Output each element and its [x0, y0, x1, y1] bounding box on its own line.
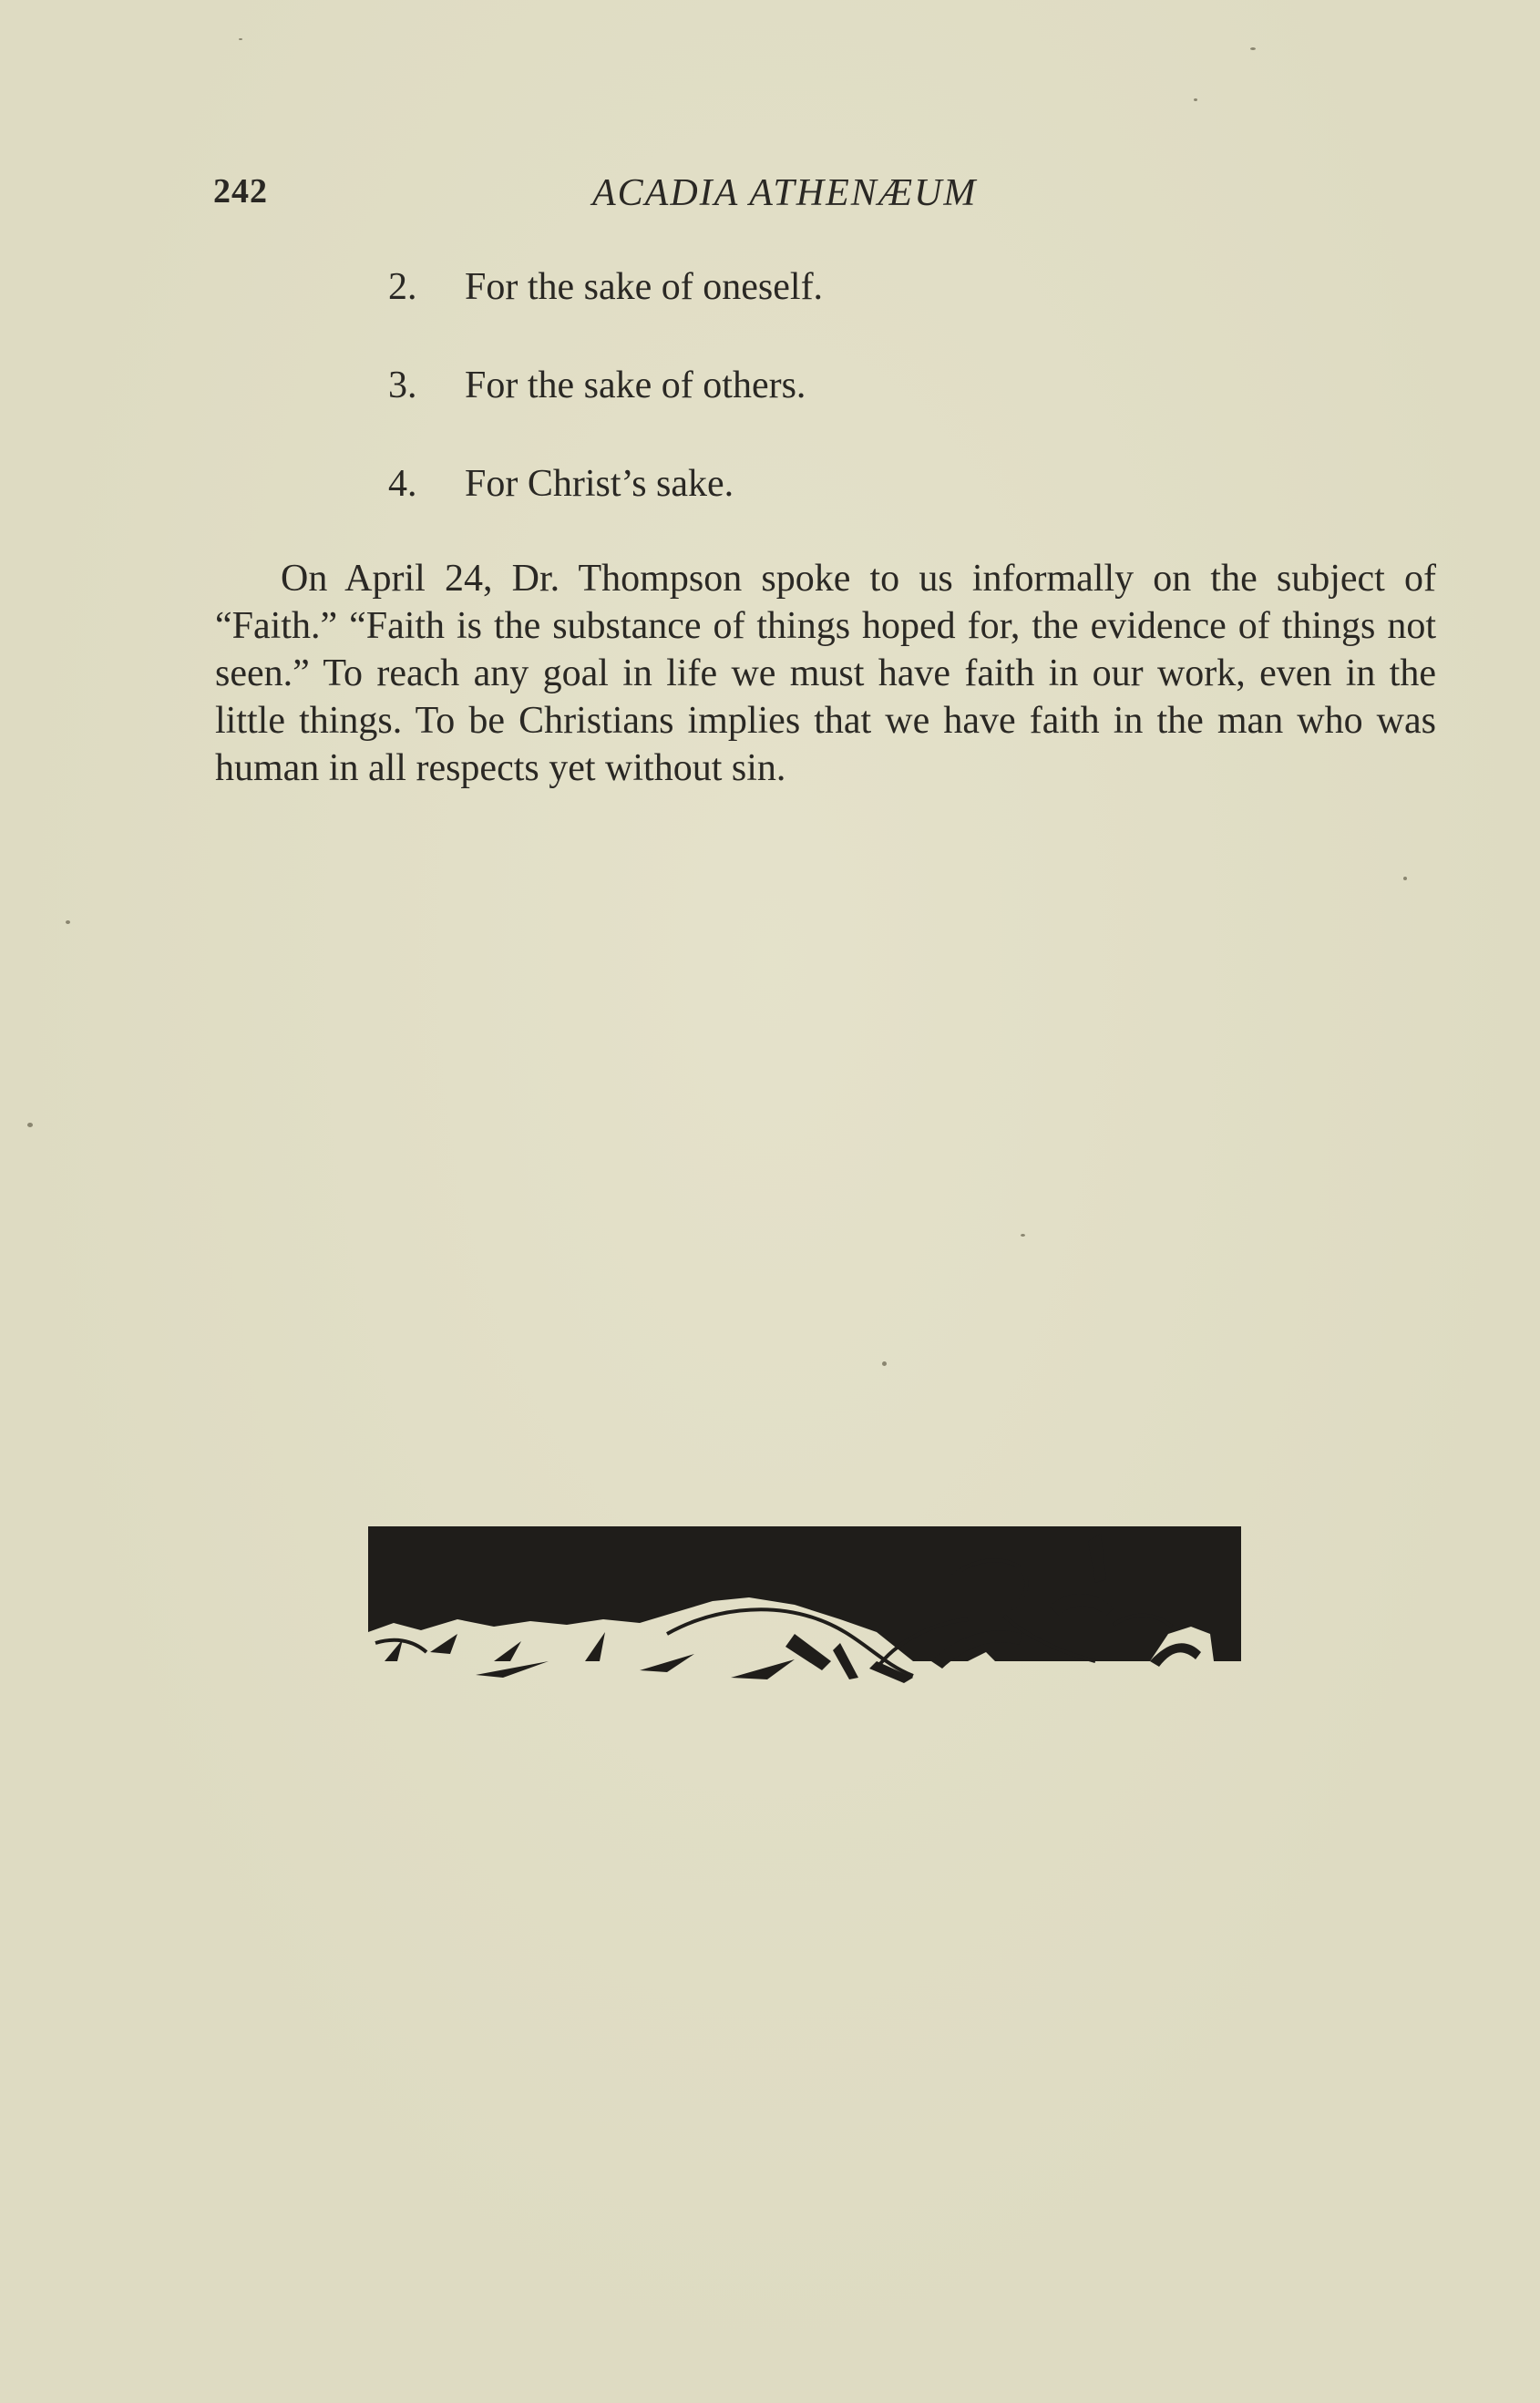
- list-item-number: 3.: [388, 365, 417, 406]
- list-item-number: 2.: [388, 266, 417, 308]
- list-item: [388, 457, 823, 555]
- list-item: [388, 260, 823, 358]
- numbered-list: [388, 260, 823, 555]
- paper-speck: [27, 1123, 33, 1127]
- paper-speck: [1403, 877, 1407, 880]
- paper-speck: [1194, 98, 1197, 101]
- running-title: ACADIA ATHENÆUM: [592, 172, 978, 214]
- paper-speck: [66, 920, 70, 924]
- woodcut-ornament-icon: [366, 1525, 1243, 1687]
- list-item-text: For Christ’s sake.: [465, 463, 734, 505]
- paper-speck: [1021, 1234, 1025, 1237]
- list-item-text: For the sake of oneself.: [465, 266, 824, 308]
- list-item-text: For the sake of others.: [465, 365, 806, 406]
- body-paragraph: On April 24, Dr. Thompson spoke to us informally on the subject of “Faith.” “Faith is the substance of things hoped for, the evidence of things not seen.” To reach any goal in life we must have faith in our work, even in the little things. To be Christians implies that we have faith in the man who was human in all respects yet without sin.: [215, 558, 1436, 789]
- paper-speck: [239, 38, 242, 40]
- page-number: 242: [213, 172, 268, 211]
- paper-speck: [882, 1361, 887, 1366]
- paper-speck: [1250, 47, 1256, 50]
- list-item-number: 4.: [388, 463, 417, 505]
- list-item: [388, 358, 823, 457]
